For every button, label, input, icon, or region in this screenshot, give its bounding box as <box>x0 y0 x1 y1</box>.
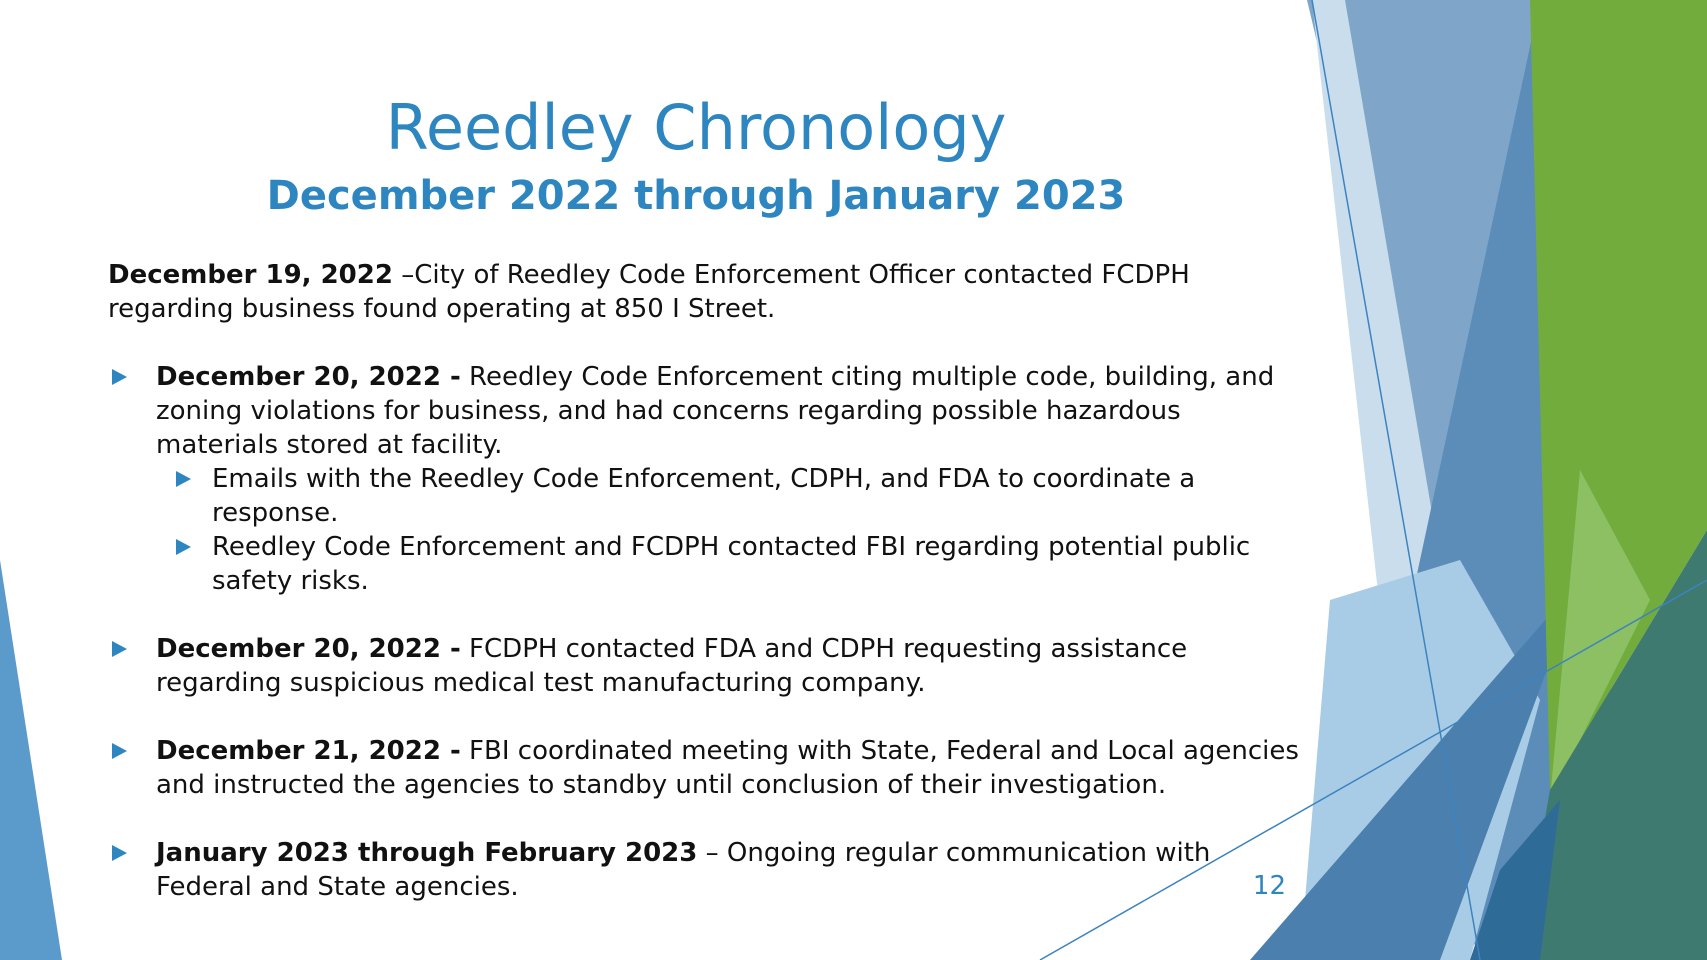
chronology-entry-4 <box>108 836 1308 904</box>
entry-date: December 20, 2022 - <box>156 634 461 664</box>
arrow-bullet-icon <box>112 743 127 759</box>
entry-text: – Ongoing regular communication with Federal and State agencies. <box>156 838 1211 902</box>
page-number: 12 <box>1252 871 1286 901</box>
entry-date: January 2023 through February 2023 <box>156 838 698 868</box>
left-accent-shape <box>0 560 62 960</box>
arrow-bullet-icon <box>112 369 127 385</box>
sub-item <box>108 462 1308 530</box>
chronology-entry-1 <box>108 360 1308 462</box>
arrow-bullet-icon <box>112 845 127 861</box>
intro-entry <box>108 258 1308 326</box>
entry-date: December 20, 2022 - <box>156 362 461 392</box>
arrow-bullet-icon <box>112 641 127 657</box>
entry-date: December 21, 2022 - <box>156 736 461 766</box>
intro-text: –City of Reedley Code Enforcement Officer contacted FCDPH regarding business found operating at 850 I Street. <box>108 260 1190 324</box>
intro-date: December 19, 2022 <box>108 260 393 290</box>
arrow-bullet-icon <box>176 471 191 487</box>
arrow-bullet-icon <box>176 539 191 555</box>
sub-item-text: Reedley Code Enforcement and FCDPH contacted FBI regarding potential public safety risks. <box>212 532 1251 596</box>
chronology-entry-3 <box>108 734 1308 802</box>
entry-text: Reedley Code Enforcement citing multiple code, building, and zoning violations for business, and had concerns regarding possible hazardous materials stored at facility. <box>156 362 1275 460</box>
entry-group <box>108 360 1308 598</box>
entry-text: FCDPH contacted FDA and CDPH requesting assistance regarding suspicious medical test manufacturing company. <box>156 634 1188 698</box>
chronology-content <box>108 258 1308 904</box>
chronology-entry-2 <box>108 632 1308 700</box>
entry-text: FBI coordinated meeting with State, Federal and Local agencies and instructed the agencies to standby until conclusion of their investigation. <box>156 736 1299 800</box>
sub-item <box>108 530 1308 598</box>
slide-subtitle: December 2022 through January 2023 <box>266 173 1126 219</box>
slide-title: Reedley Chronology <box>385 91 1007 164</box>
sub-item-text: Emails with the Reedley Code Enforcement, CDPH, and FDA to coordinate a response. <box>212 464 1196 528</box>
sub-item-list <box>108 462 1308 598</box>
